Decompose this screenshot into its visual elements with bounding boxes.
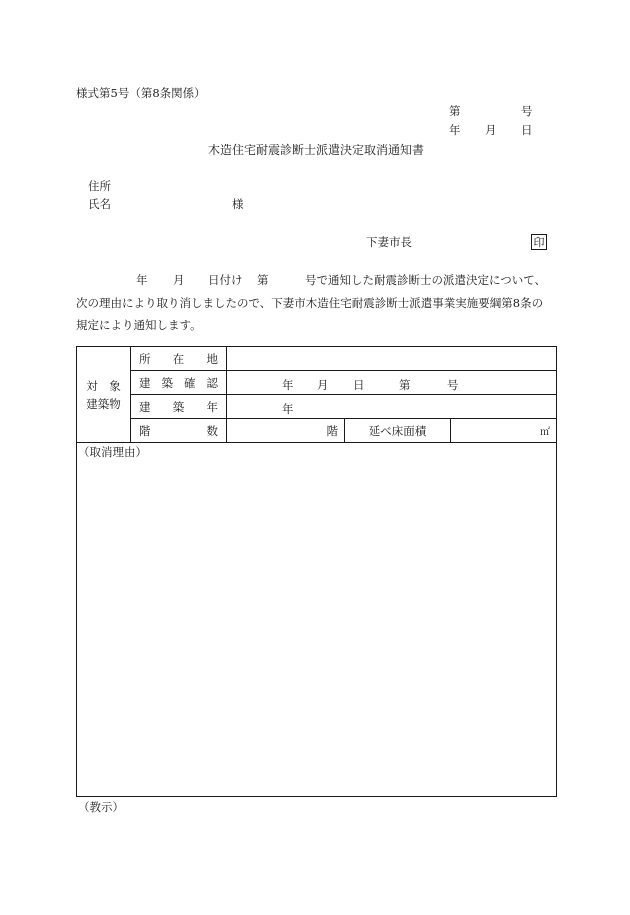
document-number-suffix: 号 [521, 104, 533, 118]
floor-area-label: 延べ床面積 [345, 419, 451, 443]
construction-year-value: 年 [227, 395, 557, 419]
target-building-label: 対 象 建築物 [77, 347, 131, 443]
body-line-3: 規定により通知します。 [76, 318, 202, 332]
issue-date-day: 日 [521, 123, 533, 137]
form-number: 様式第5号（第8条関係） [76, 86, 206, 100]
table-row [77, 347, 557, 371]
issue-date-month: 月 [485, 123, 497, 137]
seal-mark: 印 [531, 234, 547, 250]
body-line-2: 次の理由により取り消しましたので、下妻市木造住宅耐震診断士派遣事業実施要綱第8条の [76, 296, 544, 310]
building-info-table [76, 346, 557, 443]
building-confirmation-value: 年 月 日 第 号 [227, 371, 557, 395]
issue-date-year: 年 [449, 123, 461, 137]
document-title: 木造住宅耐震診断士派遣決定取消通知書 [208, 143, 425, 157]
floor-area-value: ㎡ [451, 419, 557, 443]
location-value [227, 347, 557, 371]
floors-value: 階 [227, 419, 345, 443]
construction-year-label: 建 築 年 [131, 395, 227, 419]
address-label: 住所 [88, 179, 111, 193]
instruction-label: （教示） [78, 800, 124, 814]
notice-body [76, 270, 566, 336]
body-line-1: 年 月 日付け 第 号で通知した耐震診断士の派遣決定について、 [136, 273, 547, 287]
table-row [77, 419, 557, 443]
location-label: 所 在 地 [131, 347, 227, 371]
cancellation-reason-box [76, 443, 557, 797]
name-label: 氏名 [88, 197, 111, 211]
issuer-name: 下妻市長 [366, 235, 412, 249]
floors-label: 階 数 [131, 419, 227, 443]
table-row [77, 395, 557, 419]
document-number-prefix: 第 [449, 104, 461, 118]
building-confirmation-label: 建 築 確 認 [131, 371, 227, 395]
cancellation-reason-label: （取消理由） [78, 445, 147, 459]
honorific-sama: 様 [232, 197, 244, 211]
table-row [77, 371, 557, 395]
